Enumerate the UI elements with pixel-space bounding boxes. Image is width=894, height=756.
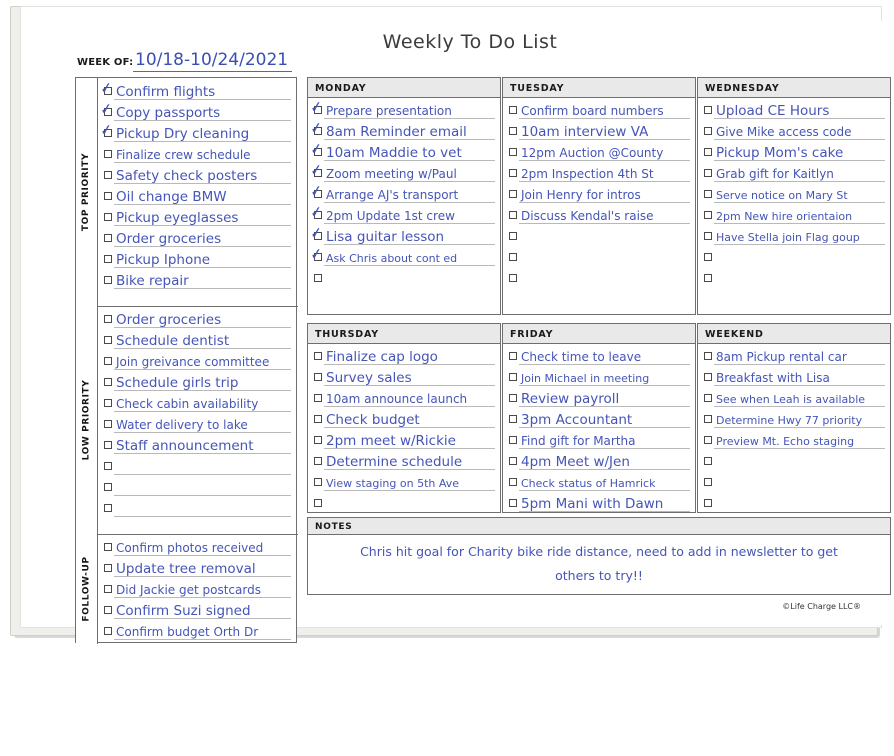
todo-text[interactable]: Determine Hwy 77 priority	[716, 414, 863, 427]
todo-row[interactable]	[503, 163, 695, 184]
todo-text[interactable]: 3pm Accountant	[521, 412, 633, 428]
checkbox[interactable]	[104, 627, 112, 635]
todo-row[interactable]	[308, 472, 500, 493]
checkbox[interactable]	[104, 441, 112, 449]
priority-section-label-text: FOLLOW-UP	[81, 556, 92, 622]
todo-row[interactable]	[308, 451, 500, 472]
todo-text[interactable]: 2pm Update 1st crew	[326, 209, 455, 223]
day-row-list	[698, 98, 890, 289]
todo-row[interactable]	[698, 100, 890, 121]
checkbox[interactable]	[509, 106, 517, 114]
notes-line-2: others to try!!	[555, 568, 643, 583]
day-row-list	[503, 344, 695, 514]
todo-row[interactable]	[503, 493, 695, 514]
todo-row[interactable]	[698, 430, 890, 451]
todo-row[interactable]	[308, 346, 500, 367]
todo-row[interactable]	[98, 393, 296, 414]
todo-row[interactable]	[308, 409, 500, 430]
checkbox[interactable]	[104, 462, 112, 470]
todo-row[interactable]	[698, 121, 890, 142]
notes-line-1: Chris hit goal for Charity bike ride distance, need to add in newsletter to get	[360, 544, 838, 559]
todo-row[interactable]	[98, 621, 296, 642]
priority-row-list	[98, 78, 296, 291]
checkbox[interactable]	[509, 352, 517, 360]
day-panel-wednesday	[697, 77, 891, 315]
checkmark-icon: ✓	[308, 139, 324, 159]
day-panel-monday	[307, 77, 501, 315]
todo-row[interactable]	[698, 472, 890, 493]
checkbox[interactable]	[104, 171, 112, 179]
todo-row[interactable]	[98, 270, 296, 291]
todo-text[interactable]: Order groceries	[116, 312, 222, 328]
todo-text[interactable]: Zoom meeting w/Paul	[326, 167, 457, 181]
notes-header: NOTES	[308, 518, 890, 535]
todo-row[interactable]	[98, 372, 296, 393]
checkbox[interactable]	[509, 436, 517, 444]
day-header: WEDNESDAY	[698, 78, 890, 98]
todo-row[interactable]	[308, 97, 500, 121]
todo-text[interactable]: Schedule girls trip	[116, 375, 239, 391]
priority-column	[75, 77, 297, 643]
checkbox[interactable]	[509, 274, 517, 282]
todo-row[interactable]	[698, 226, 890, 247]
section-divider	[76, 534, 298, 535]
checkmark-icon: ✓	[308, 118, 324, 138]
todo-row[interactable]	[503, 367, 695, 388]
todo-text[interactable]: Finalize crew schedule	[116, 148, 251, 162]
checkbox[interactable]	[104, 315, 112, 323]
checkbox[interactable]	[104, 234, 112, 242]
checkbox[interactable]	[314, 274, 322, 282]
todo-row[interactable]	[98, 186, 296, 207]
checkbox[interactable]	[509, 211, 517, 219]
checkbox[interactable]	[314, 478, 322, 486]
todo-text[interactable]: Confirm board numbers	[521, 104, 664, 118]
checkbox[interactable]	[314, 415, 322, 423]
todo-row[interactable]	[98, 228, 296, 249]
todo-row[interactable]	[98, 498, 296, 519]
todo-row[interactable]	[503, 268, 695, 289]
todo-row[interactable]	[308, 160, 500, 184]
todo-row[interactable]	[503, 346, 695, 367]
checkbox[interactable]	[314, 457, 322, 465]
checkbox[interactable]	[314, 499, 322, 507]
checkbox[interactable]	[104, 606, 112, 614]
todo-row[interactable]	[503, 100, 695, 121]
todo-row[interactable]	[698, 142, 890, 163]
todo-row[interactable]	[698, 184, 890, 205]
checkbox[interactable]	[509, 148, 517, 156]
checkbox[interactable]	[704, 127, 712, 135]
day-panel-tuesday	[502, 77, 696, 315]
todo-text[interactable]: 10am announce launch	[326, 392, 468, 406]
todo-text[interactable]: Preview Mt. Echo staging	[716, 435, 855, 448]
priority-row-list	[98, 537, 296, 642]
todo-text[interactable]: Pickup Iphone	[116, 252, 211, 268]
todo-row[interactable]	[503, 121, 695, 142]
todo-text[interactable]: 4pm Meet w/Jen	[521, 454, 630, 470]
checkmark-icon: ✓	[308, 181, 324, 201]
todo-row[interactable]	[503, 430, 695, 451]
todo-text[interactable]: Order groceries	[116, 231, 222, 247]
todo-text[interactable]: Ask Chris about cont ed	[326, 252, 458, 265]
todo-row[interactable]	[503, 451, 695, 472]
checkbox[interactable]	[704, 253, 712, 261]
todo-text[interactable]: Arrange AJ's transport	[326, 188, 459, 202]
todo-text[interactable]: Staff announcement	[116, 438, 254, 454]
checkmark-icon: ✓	[98, 78, 114, 98]
todo-row[interactable]	[698, 493, 890, 514]
checkbox[interactable]	[704, 352, 712, 360]
priority-section-label	[76, 306, 98, 534]
writing-rule	[114, 495, 291, 496]
todo-row[interactable]	[98, 99, 296, 123]
todo-text[interactable]: 2pm meet w/Rickie	[326, 433, 456, 449]
day-header: TUESDAY	[503, 78, 695, 98]
todo-row[interactable]	[98, 120, 296, 144]
checkbox[interactable]	[104, 564, 112, 572]
checkbox[interactable]	[704, 148, 712, 156]
checkbox[interactable]	[509, 127, 517, 135]
todo-row[interactable]	[98, 330, 296, 351]
checkmark-icon: ✓	[308, 97, 324, 117]
checkbox[interactable]	[104, 378, 112, 386]
day-header: FRIDAY	[503, 324, 695, 344]
checkmark-icon: ✓	[308, 223, 324, 243]
todo-row[interactable]	[698, 205, 890, 226]
todo-text[interactable]: Check status of Hamrick	[521, 477, 656, 490]
priority-section-label	[76, 534, 98, 644]
todo-row[interactable]	[98, 600, 296, 621]
todo-text[interactable]: Join Henry for intros	[521, 188, 641, 202]
day-header: WEEKEND	[698, 324, 890, 344]
todo-text[interactable]: Confirm flights	[116, 84, 216, 100]
checkbox[interactable]	[509, 478, 517, 486]
checkbox[interactable]	[314, 394, 322, 402]
checkbox[interactable]	[704, 106, 712, 114]
checkbox[interactable]	[509, 169, 517, 177]
todo-text[interactable]: 8am Reminder email	[326, 124, 467, 140]
todo-text[interactable]: Pickup Mom's cake	[716, 145, 844, 161]
todo-row[interactable]	[98, 579, 296, 600]
priority-section-label-text: TOP PRIORITY	[81, 152, 92, 232]
todo-text[interactable]: Survey sales	[326, 370, 412, 386]
todo-text[interactable]: Lisa guitar lesson	[326, 229, 445, 245]
todo-row[interactable]	[503, 142, 695, 163]
todo-text[interactable]: Determine schedule	[326, 454, 463, 470]
todo-text[interactable]: Copy passports	[116, 105, 221, 121]
todo-text[interactable]: Check time to leave	[521, 350, 642, 364]
writing-rule	[114, 516, 291, 517]
todo-text[interactable]: Check cabin availability	[116, 397, 259, 411]
todo-row[interactable]	[698, 163, 890, 184]
todo-text[interactable]: Pickup eyeglasses	[116, 210, 239, 226]
priority-section-label	[76, 78, 98, 306]
todo-row[interactable]	[308, 118, 500, 142]
checkbox[interactable]	[509, 232, 517, 240]
todo-row[interactable]	[698, 268, 890, 289]
checkbox[interactable]	[104, 213, 112, 221]
todo-row[interactable]	[308, 223, 500, 247]
todo-text[interactable]: Join Michael in meeting	[521, 372, 650, 385]
todo-row[interactable]	[503, 247, 695, 268]
section-divider	[76, 306, 298, 307]
day-row-list	[503, 98, 695, 289]
todo-text[interactable]: Upload CE Hours	[716, 103, 830, 119]
todo-text[interactable]: Pickup Dry cleaning	[116, 126, 250, 142]
checkbox[interactable]	[104, 483, 112, 491]
day-panel-friday	[502, 323, 696, 513]
todo-row[interactable]	[698, 247, 890, 268]
checkbox[interactable]	[509, 457, 517, 465]
checkmark-icon: ✓	[308, 202, 324, 222]
todo-text[interactable]: Confirm photos received	[116, 541, 264, 555]
checkbox[interactable]	[704, 169, 712, 177]
checkbox[interactable]	[104, 585, 112, 593]
todo-row[interactable]	[98, 414, 296, 435]
copyright-mark: ©Life Charge LLC®	[782, 602, 861, 611]
checkbox[interactable]	[314, 352, 322, 360]
todo-text[interactable]: Safety check posters	[116, 168, 258, 184]
checkbox[interactable]	[704, 211, 712, 219]
checkbox[interactable]	[104, 336, 112, 344]
notes-panel	[307, 517, 891, 595]
todo-text[interactable]: Oil change BMW	[116, 189, 227, 205]
todo-text[interactable]: Confirm budget Orth Dr	[116, 625, 259, 639]
todo-row[interactable]	[98, 207, 296, 228]
checkbox[interactable]	[704, 499, 712, 507]
checkbox[interactable]	[314, 373, 322, 381]
todo-text[interactable]: Check budget	[326, 412, 420, 428]
todo-row[interactable]	[98, 456, 296, 477]
notes-body[interactable]	[308, 535, 890, 588]
todo-row[interactable]	[503, 205, 695, 226]
day-row-list	[698, 344, 890, 514]
checkbox[interactable]	[104, 255, 112, 263]
todo-row[interactable]	[308, 139, 500, 163]
todo-row[interactable]	[503, 472, 695, 493]
day-header: THURSDAY	[308, 324, 500, 344]
todo-row[interactable]	[698, 409, 890, 430]
todo-row[interactable]	[98, 537, 296, 558]
todo-text[interactable]: Review payroll	[521, 391, 620, 407]
day-panel-weekend	[697, 323, 891, 513]
todo-row[interactable]	[98, 249, 296, 270]
todo-row[interactable]	[98, 144, 296, 165]
todo-row[interactable]	[98, 78, 296, 102]
todo-text[interactable]: Join greivance committee	[116, 355, 270, 369]
todo-row[interactable]	[98, 435, 296, 456]
checkbox[interactable]	[104, 504, 112, 512]
checkbox[interactable]	[704, 415, 712, 423]
priority-section-label-text: LOW PRIORITY	[81, 379, 92, 461]
checkbox[interactable]	[509, 190, 517, 198]
todo-row[interactable]	[503, 388, 695, 409]
todo-row[interactable]	[308, 244, 500, 268]
todo-text[interactable]: Prepare presentation	[326, 104, 452, 118]
todo-text[interactable]: Finalize cap logo	[326, 349, 438, 365]
todo-text[interactable]: Have Stella join Flag goup	[716, 231, 860, 244]
checkbox[interactable]	[104, 399, 112, 407]
checkmark-icon: ✓	[98, 120, 114, 140]
todo-row[interactable]	[98, 165, 296, 186]
todo-row[interactable]	[98, 558, 296, 579]
week-of-label: WEEK OF:	[77, 57, 134, 68]
checkbox[interactable]	[104, 357, 112, 365]
todo-row[interactable]	[698, 388, 890, 409]
checkbox[interactable]	[104, 543, 112, 551]
week-of-value[interactable]: 10/18-10/24/2021	[133, 50, 292, 72]
todo-text[interactable]: Water delivery to lake	[116, 418, 248, 432]
todo-text[interactable]: Find gift for Martha	[521, 434, 636, 448]
todo-text[interactable]: Did Jackie get postcards	[116, 583, 261, 597]
checkbox[interactable]	[704, 373, 712, 381]
todo-text[interactable]: 2pm New hire orientaion	[716, 210, 853, 223]
checkbox[interactable]	[704, 436, 712, 444]
todo-text[interactable]: 10am interview VA	[521, 124, 649, 140]
todo-text[interactable]: View staging on 5th Ave	[326, 477, 460, 490]
checkmark-icon: ✓	[98, 99, 114, 119]
todo-row[interactable]	[503, 226, 695, 247]
checkmark-icon: ✓	[308, 244, 324, 264]
checkbox[interactable]	[704, 478, 712, 486]
todo-row[interactable]	[98, 477, 296, 498]
todo-text[interactable]: Bike repair	[116, 273, 189, 289]
todo-text[interactable]: Schedule dentist	[116, 333, 230, 349]
todo-row[interactable]	[308, 181, 500, 205]
checkbox[interactable]	[509, 499, 517, 507]
checkbox[interactable]	[704, 457, 712, 465]
checkbox[interactable]	[509, 253, 517, 261]
day-panel-thursday	[307, 323, 501, 513]
todo-text[interactable]: Give Mike access code	[716, 125, 852, 139]
todo-row[interactable]	[698, 346, 890, 367]
todo-row[interactable]	[698, 367, 890, 388]
checkbox[interactable]	[509, 373, 517, 381]
todo-row[interactable]	[308, 202, 500, 226]
checkbox[interactable]	[104, 420, 112, 428]
todo-text[interactable]: Serve notice on Mary St	[716, 189, 848, 202]
planner-sheet	[49, 21, 891, 639]
todo-row[interactable]	[308, 268, 500, 289]
todo-text[interactable]: Breakfast with Lisa	[716, 371, 830, 385]
todo-row[interactable]	[698, 451, 890, 472]
todo-text[interactable]: See when Leah is available	[716, 393, 866, 406]
checkbox[interactable]	[704, 190, 712, 198]
todo-row[interactable]	[308, 367, 500, 388]
day-row-list	[308, 344, 500, 514]
checkbox[interactable]	[104, 192, 112, 200]
checkbox[interactable]	[704, 274, 712, 282]
page-title: Weekly To Do List	[382, 31, 558, 53]
day-row-list	[308, 98, 500, 289]
todo-row[interactable]	[308, 388, 500, 409]
todo-text[interactable]: 10am Maddie to vet	[326, 145, 462, 161]
todo-text[interactable]: 2pm Inspection 4th St	[521, 167, 654, 181]
todo-text[interactable]: Discuss Kendal's raise	[521, 209, 654, 223]
todo-text[interactable]: Update tree removal	[116, 561, 256, 577]
checkbox[interactable]	[314, 436, 322, 444]
day-header: MONDAY	[308, 78, 500, 98]
todo-row[interactable]	[98, 309, 296, 330]
todo-text[interactable]: Grab gift for Kaitlyn	[716, 167, 834, 181]
checkmark-icon: ✓	[308, 160, 324, 180]
todo-row[interactable]	[98, 351, 296, 372]
checkbox[interactable]	[509, 415, 517, 423]
checkbox[interactable]	[704, 232, 712, 240]
checkbox[interactable]	[704, 394, 712, 402]
todo-row[interactable]	[503, 184, 695, 205]
todo-row[interactable]	[503, 409, 695, 430]
checkbox[interactable]	[104, 276, 112, 284]
priority-row-list	[98, 309, 296, 519]
todo-text[interactable]: 12pm Auction @County	[521, 146, 664, 160]
board-face	[20, 6, 882, 639]
todo-text[interactable]: 5pm Mani with Dawn	[521, 496, 664, 512]
writing-rule	[114, 474, 291, 475]
todo-row[interactable]	[308, 430, 500, 451]
todo-text[interactable]: Confirm Suzi signed	[116, 603, 251, 619]
todo-text[interactable]: 8am Pickup rental car	[716, 350, 847, 364]
checkbox[interactable]	[104, 150, 112, 158]
todo-row[interactable]	[308, 493, 500, 514]
checkbox[interactable]	[509, 394, 517, 402]
